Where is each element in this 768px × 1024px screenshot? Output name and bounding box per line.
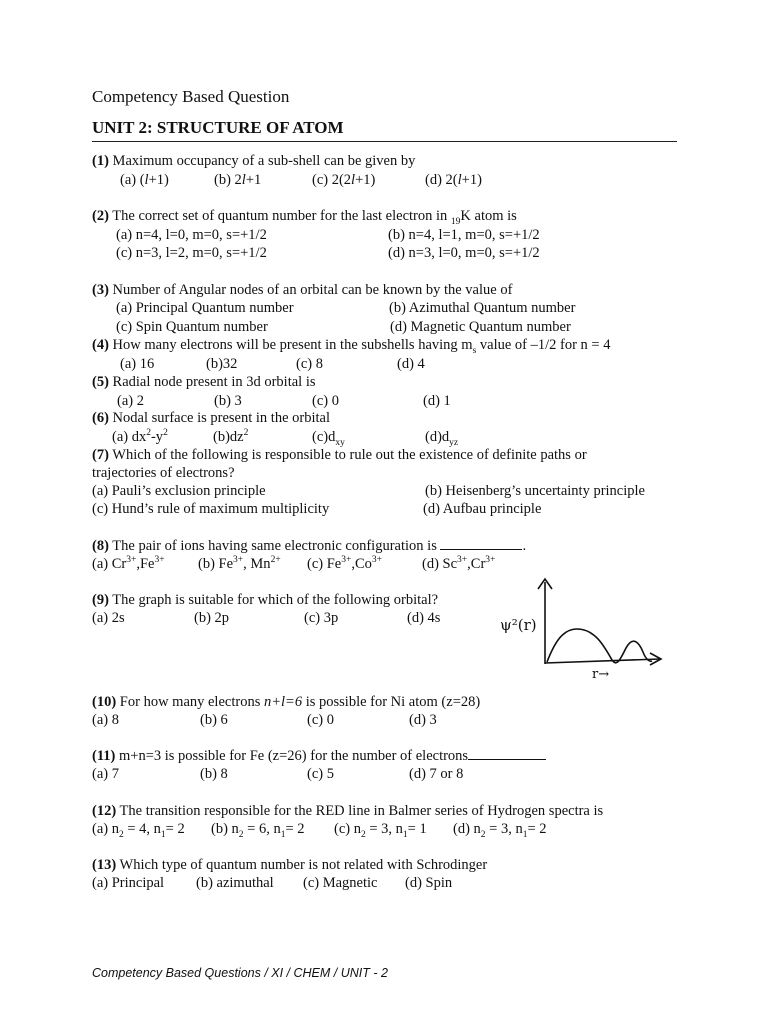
answer-blank	[440, 537, 522, 550]
q12-option-d: (d) $n_2 = 3$, $n_1= 2$	[453, 821, 547, 840]
question-6: (6) Nodal surface is present in the orbital	[92, 410, 330, 426]
q12-option-a: (a) $n_2 = 4$, $n_1= 2$	[92, 821, 185, 840]
unit-heading: UNIT 2: STRUCTURE OF ATOM	[92, 118, 344, 137]
q9-option-b: (b) 2p	[194, 610, 230, 626]
q8-option-d: (d) $Sc^{3+},Cr^{3+}$	[422, 555, 496, 572]
q1-option-c: (c) 2(2l+1)	[312, 172, 376, 188]
q13-option-c: (c) Magnetic	[303, 875, 378, 891]
q8-option-a: (a) $Cr^{3+},Fe^{3+}$	[92, 555, 165, 572]
q10-option-c: (c) 0	[307, 712, 334, 728]
q8-option-c: (c) $Fe^{3+},Co^{3+}$	[307, 555, 382, 572]
q4-option-a: (a) 16	[120, 356, 155, 372]
question-7-line2: trajectories of electrons?	[92, 465, 235, 481]
q4-option-b: (b)32	[206, 356, 238, 372]
q10-option-b: (b) 6	[200, 712, 228, 728]
q6-option-d: $(d)d_{yz}$	[425, 429, 459, 448]
page-footer: Competency Based Questions / XI / CHEM / UNIT - 2	[92, 966, 388, 980]
question-5: (5) Radial node present in 3d orbital is	[92, 374, 316, 390]
q1-option-b: (b) 2l+1	[214, 172, 262, 188]
heading-rule	[92, 141, 677, 142]
q11-option-a: (a) 7	[92, 766, 119, 782]
q9-option-a: (a) 2s	[92, 610, 125, 626]
q3-option-d: (d) Magnetic Quantum number	[390, 319, 571, 335]
q3-option-b: (b) Azimuthal Quantum number	[389, 300, 576, 316]
graph-y-label: ψ²(r)	[500, 616, 537, 634]
question-3: (3) Number of Angular nodes of an orbital can be known by the value of	[92, 282, 513, 298]
q11-option-b: (b) 8	[200, 766, 228, 782]
probability-curve	[547, 629, 652, 663]
q11-option-c: (c) 5	[307, 766, 334, 782]
q6-option-c: $(c)d_{xy}$	[312, 429, 345, 448]
q5-option-b: (b) 3	[214, 393, 242, 409]
q6-option-a: (a) $dx^2-y^2$	[112, 428, 168, 445]
page-title: Competency Based Question	[92, 87, 290, 106]
q4-option-c: (c) 8	[296, 356, 323, 372]
question-4: (4) How many electrons will be present in the subshells having $m_s$ value of –1/2 for n = 4	[92, 337, 611, 356]
question-1: (1) Maximum occupancy of a sub-shell can be given by	[92, 153, 416, 169]
q10-option-d: (d) 3	[409, 712, 437, 728]
q3-option-a: (a) Principal Quantum number	[116, 300, 294, 316]
question-10: (10) For how many electrons n+l=6 is possible for Ni atom (z=28)	[92, 694, 481, 710]
graph-x-label: r→	[592, 667, 610, 682]
q8-option-b: (b) $Fe^{3+}$, $Mn^{2+}$	[198, 555, 281, 572]
q1-option-a: (a) (l+1)	[120, 172, 169, 188]
question-8: (8) The pair of ions having same electronic configuration is .	[92, 538, 527, 554]
question-13: (13) Which type of quantum number is not related with Schrodinger	[92, 857, 488, 873]
q7-option-b: (b) Heisenberg’s uncertainty principle	[425, 483, 645, 499]
q11-option-d: (d) 7 or 8	[409, 766, 464, 782]
q7-option-d: (d) Aufbau principle	[423, 501, 542, 517]
question-9: (9) The graph is suitable for which of the following orbital?	[92, 592, 439, 608]
q2-option-c: (c) n=3, l=2, m=0, s=+1/2	[116, 245, 267, 261]
q5-option-c: (c) 0	[312, 393, 339, 409]
q5-option-d: (d) 1	[423, 393, 451, 409]
answer-blank	[468, 747, 546, 760]
q7-option-c: (c) Hund’s rule of maximum multiplicity	[92, 501, 330, 517]
q12-option-c: (c) $n_2 = 3$, $n_1= 1$	[334, 821, 427, 840]
q2-option-d: (d) n=3, l=0, m=0, s=+1/2	[388, 245, 540, 261]
q9-option-d: (d) 4s	[407, 610, 441, 626]
q9-option-c: (c) 3p	[304, 610, 339, 626]
question-2: (2) The correct set of quantum number for the last electron in $_{19}$K atom is	[92, 208, 517, 227]
q13-option-a: (a) Principal	[92, 875, 165, 891]
question-12: (12) The transition responsible for the RED line in Balmer series of Hydrogen spectra is	[92, 803, 604, 819]
q13-option-b: (b) azimuthal	[196, 875, 274, 891]
x-axis	[545, 659, 660, 663]
radial-probability-graph	[492, 574, 672, 684]
q5-option-a: (a) 2	[117, 393, 144, 409]
q2-option-b: (b) n=4, l=1, m=0, s=+1/2	[388, 227, 540, 243]
q13-option-d: (d) Spin	[405, 875, 453, 891]
q12-option-b: (b) $n_2 = 6$, $n_1= 2$	[211, 821, 305, 840]
question-7: (7) Which of the following is responsible to rule out the existence of definite paths or	[92, 447, 587, 463]
q10-option-a: (a) 8	[92, 712, 119, 728]
q2-option-a: (a) n=4, l=0, m=0, s=+1/2	[116, 227, 267, 243]
q4-option-d: (d) 4	[397, 356, 425, 372]
q6-option-b: $(b)dz^2$	[213, 428, 249, 445]
q1-option-d: (d) 2(l+1)	[425, 172, 482, 188]
q7-option-a: (a) Pauli’s exclusion principle	[92, 483, 266, 499]
q3-option-c: (c) Spin Quantum number	[116, 319, 268, 335]
question-11: (11) m+n=3 is possible for Fe (z=26) for the number of electrons	[92, 747, 546, 765]
